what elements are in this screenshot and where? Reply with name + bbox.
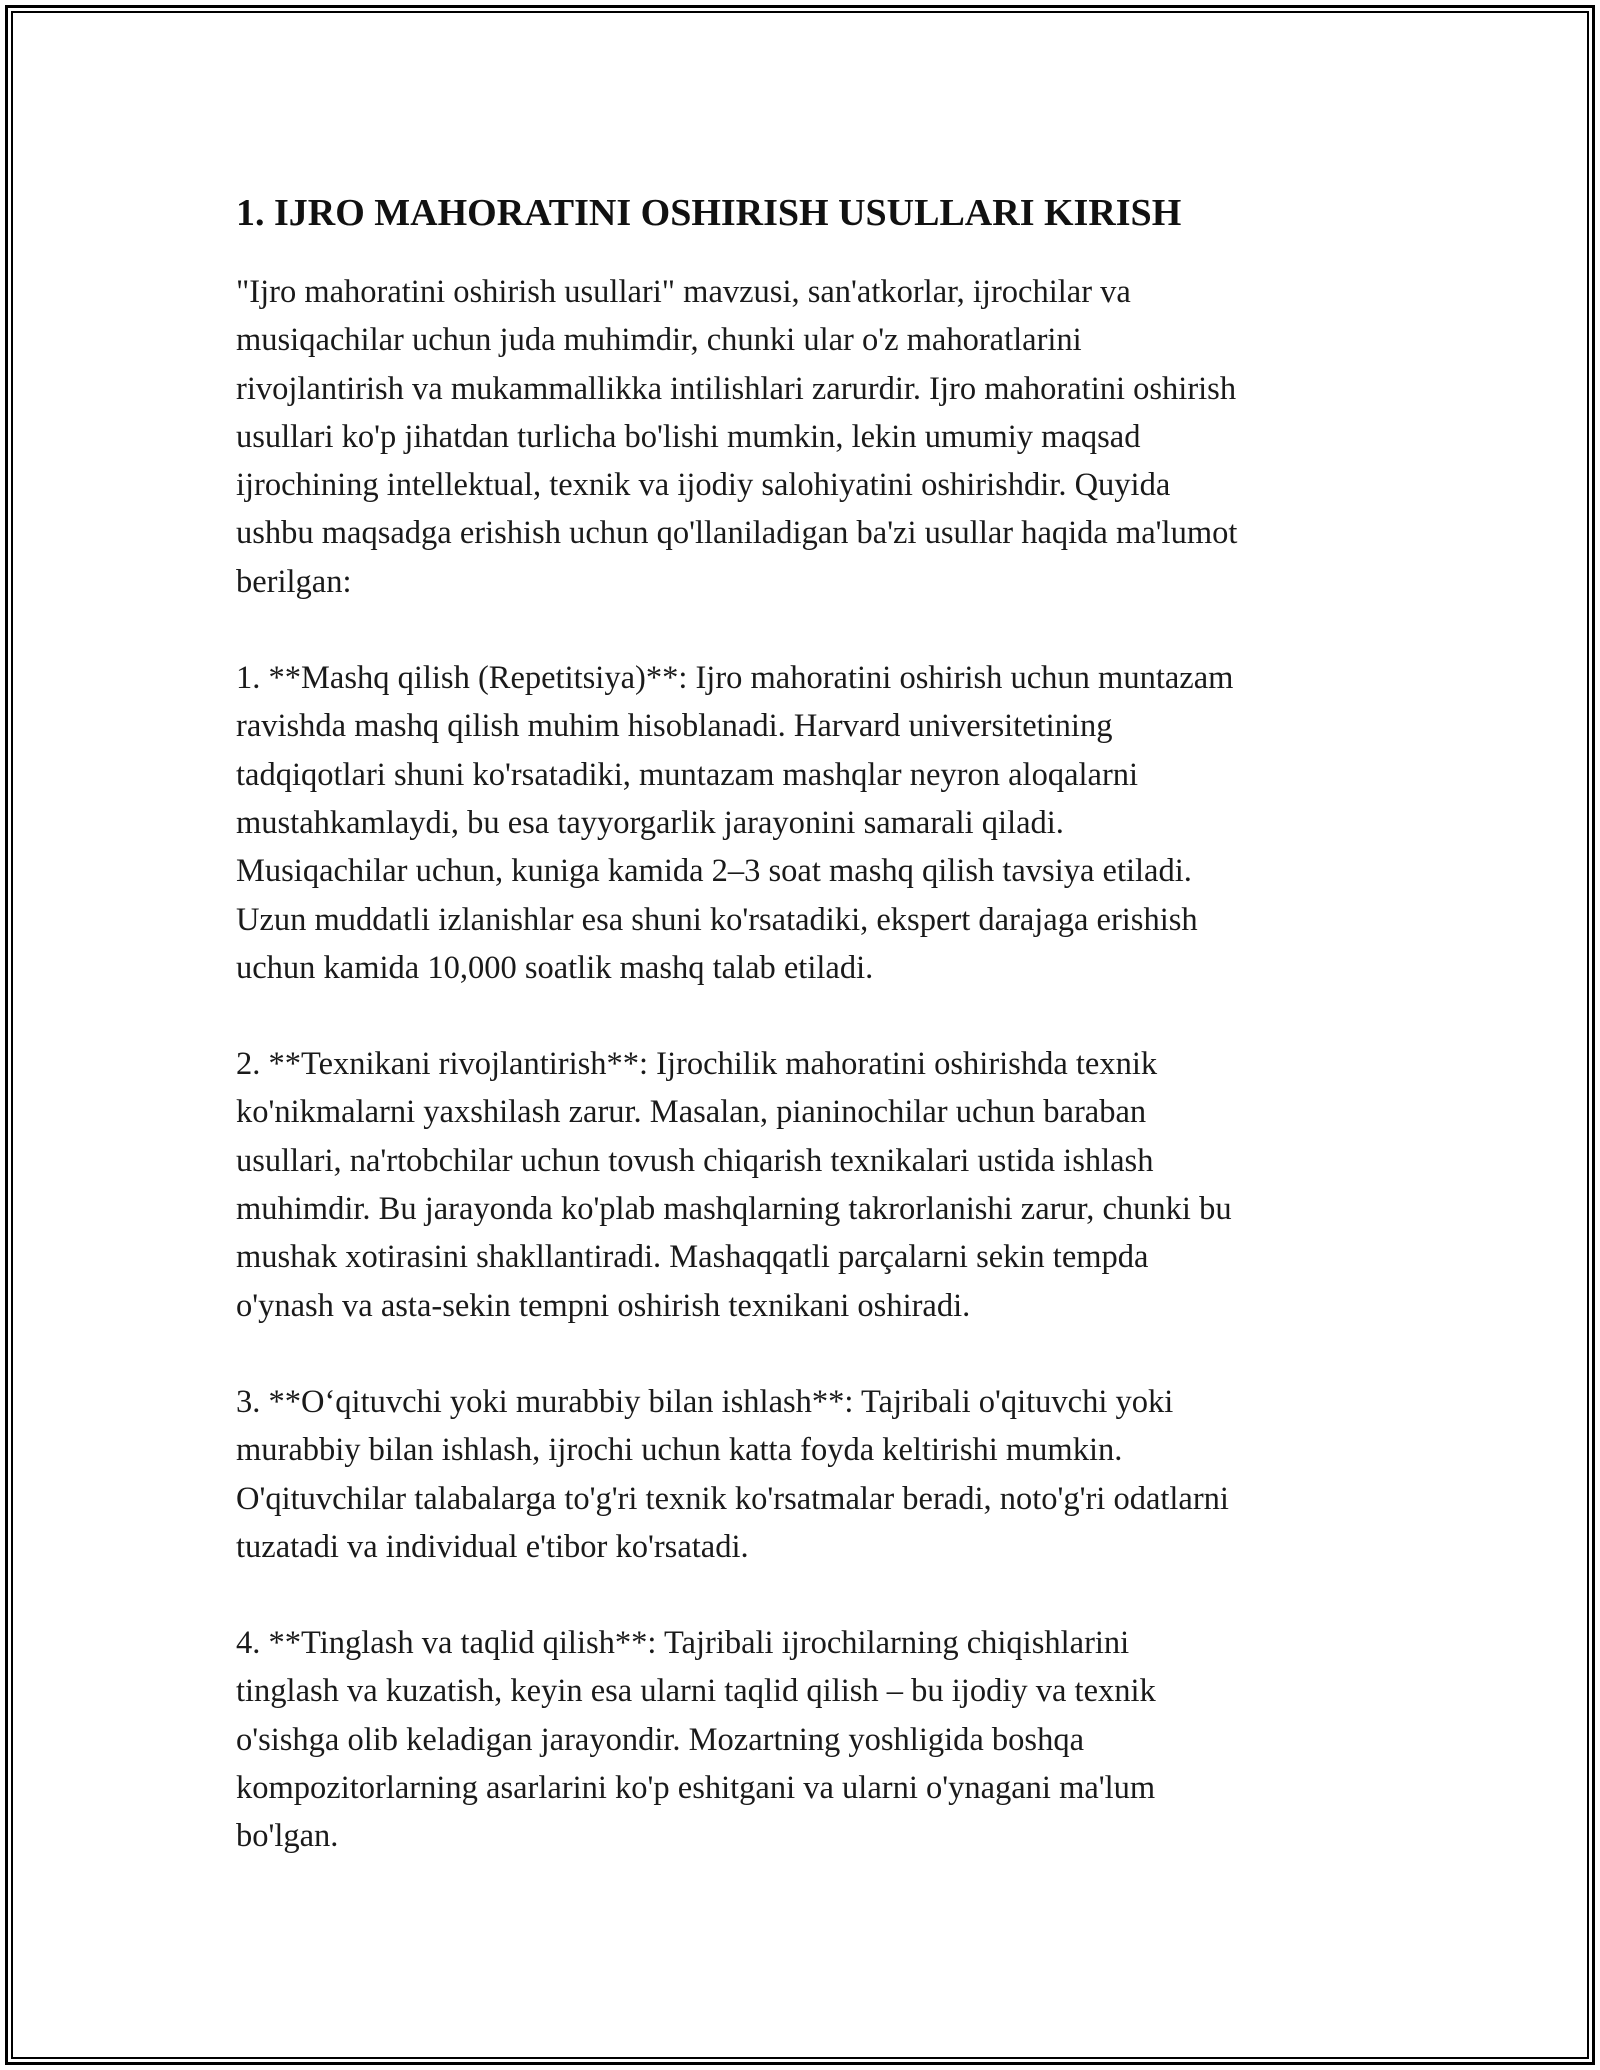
intro-paragraph: "Ijro mahoratini oshirish usullari" mavzusi, san'atkorlar, ijrochilar va musiqachilar uchun juda muhimdir, chunki ular o'z mahoratlarini rivojlantirish va mukammallikka intilishlari zarurdir. Ijro mahoratini oshirish usullari ko'p jihatdan turlicha bo'lishi mumkin, lekin umumiy maqsad ijrochining intellektual, texnik va ijodiy salohiyatini oshirishdir. Quyida ushbu maqsadga erishish uchun qo'llaniladigan ba'zi usullar haqida ma'lumot berilgan:	[236, 274, 1238, 600]
paragraph-tinglash-va-taqlid: 4. **Tinglash va taqlid qilish**: Tajribali ijrochilarning chiqishlarini tinglash va kuzatish, keyin esa ularni taqlid qilish – bu ijodiy va texnik o'sishga olib keladigan jarayondir. Mozartning yoshligida boshqa kompozitorlarning asarlarini ko'p eshitgani va ularni o'ynagani ma'lum bo'lgan.	[236, 1625, 1156, 1855]
paragraph-mashq-qilish: 1. **Mashq qilish (Repetitsiya)**: Ijro mahoratini oshirish uchun muntazam ravishda mashq qilish muhim hisoblanadi. Harvard universitetining tadqiqotlari shuni ko'rsatadiki, muntazam mashqlar neyron aloqalarni mustahkamlaydi, bu esa tayyorgarlik jarayonini samarali qiladi. Musiqachilar uchun, kuniga kamida 2–3 soat mashq qilish tavsiya etiladi. Uzun muddatli izlanishlar esa shuni ko'rsatadiki, ekspert darajaga erishish uchun kamida 10,000 soatlik mashq talab etiladi.	[236, 660, 1234, 986]
paragraph-texnikani-rivojlantirish: 2. **Texnikani rivojlantirish**: Ijrochilik mahoratini oshirishda texnik ko'nikmalarni yaxshilash zarur. Masalan, pianinochilar uchun baraban usullari, na'rtobchilar uchun tovush chiqarish texnikalari ustida ishlash muhimdir. Bu jarayonda ko'plab mashqlarning takrorlanishi zarur, chunki bu mushak xotirasini shakllantiradi. Mashaqqatli parçalarni sekin tempda o'ynash va asta-sekin tempni oshirish texnikani oshiradi.	[236, 1046, 1232, 1324]
document-body	[236, 184, 1386, 1909]
paragraph-oqituvchi-bilan-ishlash: 3. **O‘qituvchi yoki murabbiy bilan ishlash**: Tajribali o'qituvchi yoki murabbiy bilan ishlash, ijrochi uchun katta foyda keltirishi mumkin. O'qituvchilar talabalarga to'g'ri texnik ko'rsatmalar beradi, noto'g'ri odatlarni tuzatadi va individual e'tibor ko'rsatadi.	[236, 1383, 1229, 1565]
section-heading: 1. IJRO MAHORATINI OSHIRISH USULLARI KIRISH	[236, 192, 1182, 234]
